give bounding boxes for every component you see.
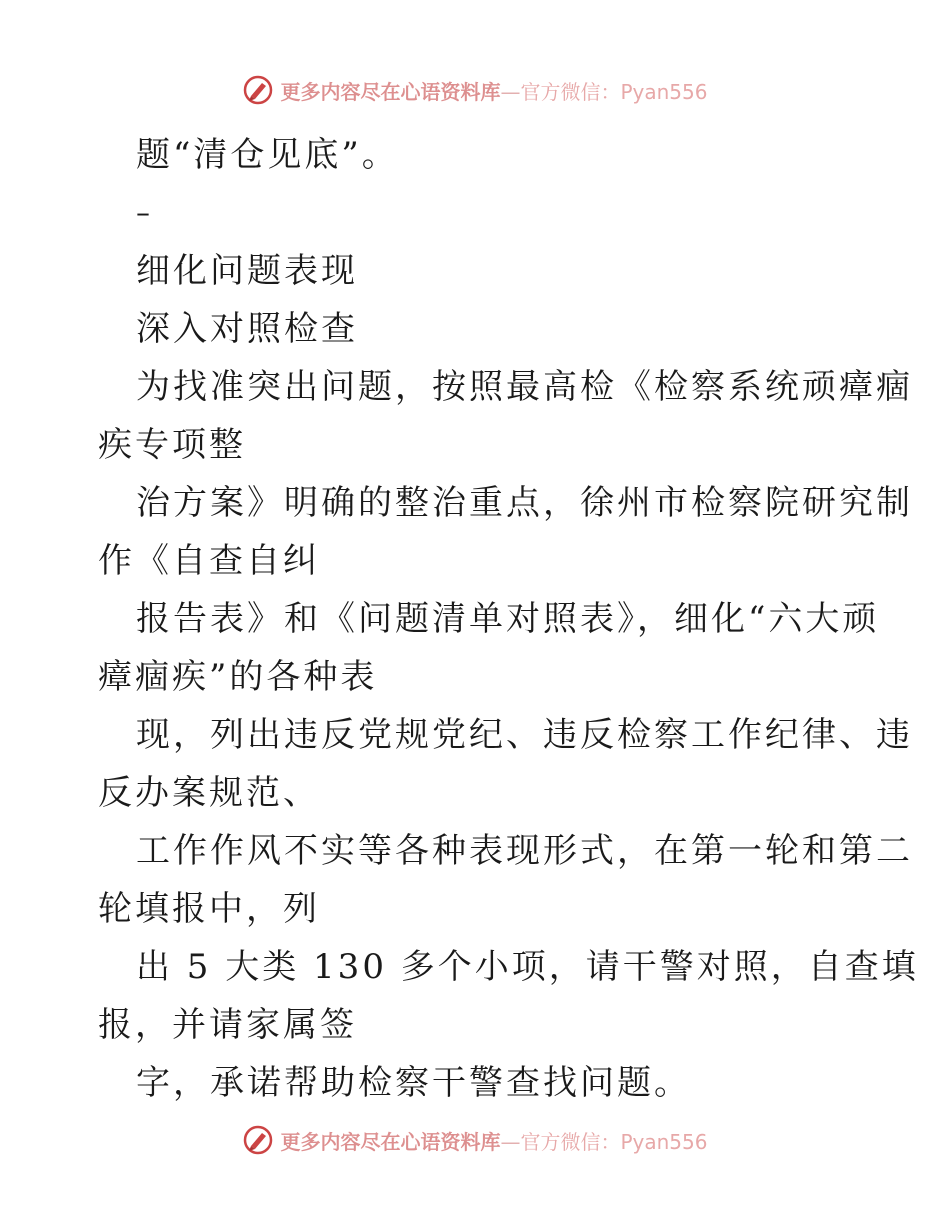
- text-line: 治方案》明确的整治重点，徐州市检察院研究制: [136, 483, 913, 523]
- watermark-account-text: 官方微信：Pyan556: [520, 1129, 708, 1154]
- pen-logo-icon: [242, 1124, 274, 1156]
- text-line: 报，并请家属签: [98, 1005, 357, 1045]
- document-body: [98, 126, 919, 1112]
- watermark-separator: —: [500, 1129, 521, 1154]
- text-line: 轮填报中，列: [98, 889, 320, 929]
- text-line: 为找准突出问题，按照最高检《检察系统顽瘴痼: [136, 367, 913, 407]
- pen-logo-icon: [242, 74, 274, 106]
- header-watermark: [0, 70, 950, 110]
- text-line: 反办案规范、: [98, 773, 320, 813]
- section-subheading: 深入对照检查: [136, 309, 358, 349]
- text-line: 题“清仓见底”。: [136, 135, 399, 175]
- footer-watermark: [0, 1120, 950, 1160]
- text-line: 现，列出违反党规党纪、违反检察工作纪律、违: [136, 715, 913, 755]
- text-line: 报告表》和《问题清单对照表》，细化“六大顽: [136, 599, 880, 639]
- text-line: 作《自查自纠: [98, 541, 320, 581]
- text-line: 工作作风不实等各种表现形式，在第一轮和第二: [136, 831, 913, 871]
- text-line: 疾专项整: [98, 425, 246, 465]
- section-heading: 细化问题表现: [136, 251, 358, 291]
- watermark-main-text: 更多内容尽在心语资料库: [280, 79, 501, 104]
- text-line: –: [136, 196, 153, 229]
- watermark-separator: —: [500, 79, 521, 104]
- watermark-main-text: 更多内容尽在心语资料库: [280, 1129, 501, 1154]
- text-line: 字，承诺帮助检察干警查找问题。: [136, 1063, 691, 1103]
- text-line: 瘴痼疾”的各种表: [98, 657, 378, 697]
- watermark-account-text: 官方微信：Pyan556: [520, 79, 708, 104]
- text-line: 出 5 大类 130 多个小项，请干警对照，自查填: [136, 947, 919, 987]
